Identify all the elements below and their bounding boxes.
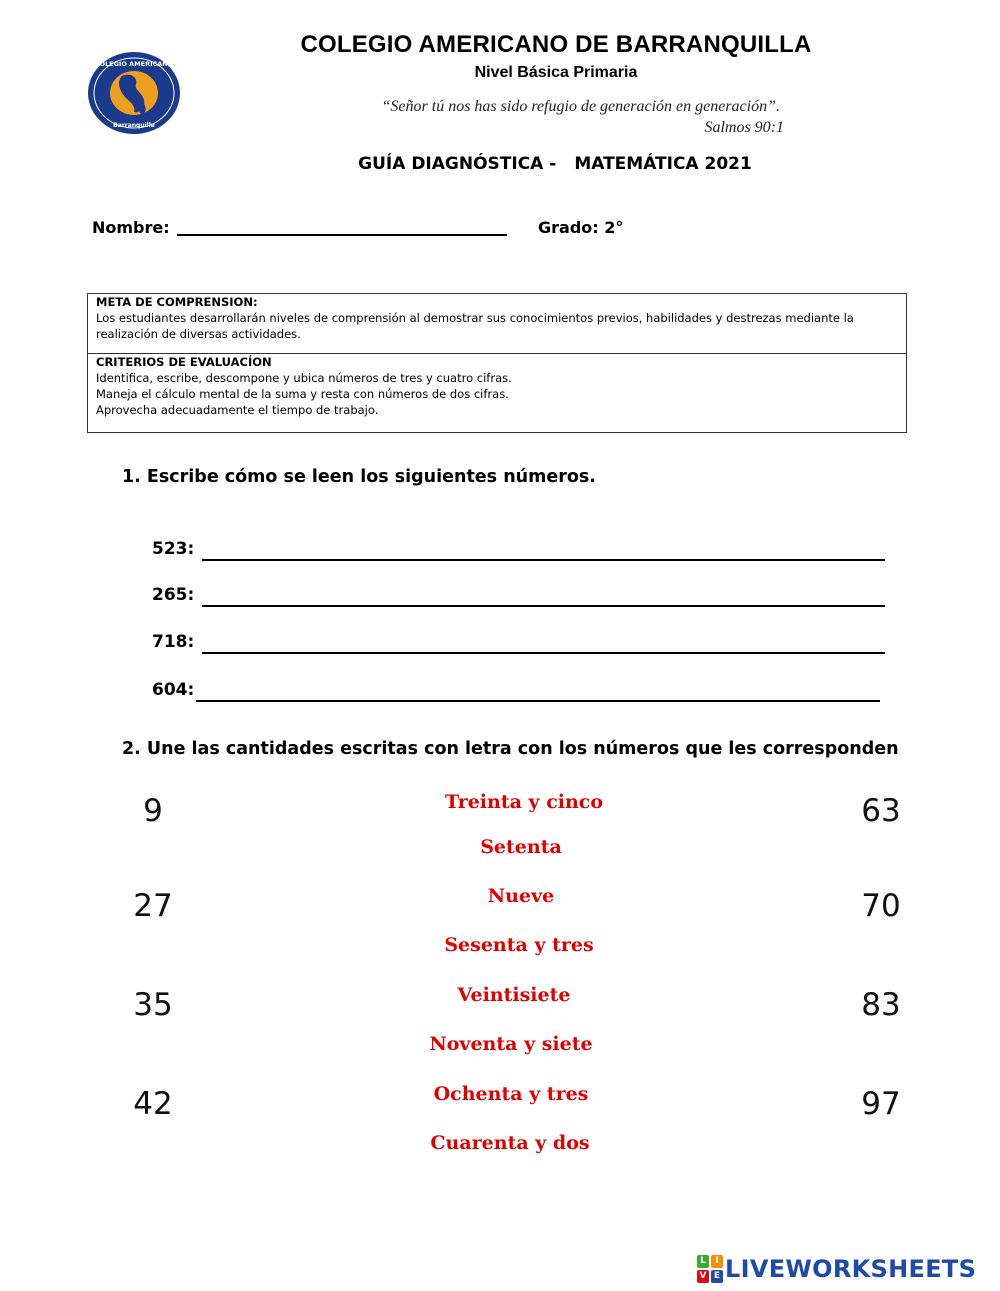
match-right-number[interactable]: 83 <box>861 987 901 1023</box>
answer-input-718[interactable] <box>202 630 885 654</box>
answer-input-265[interactable] <box>202 583 885 607</box>
criteria-heading: CRITERIOS DE EVALUACÍON <box>96 355 272 369</box>
name-label: Nombre: <box>92 218 170 237</box>
logo-text-top: COLEGIO AMERICANO <box>94 60 174 68</box>
name-input[interactable] <box>177 214 507 236</box>
match-left-number[interactable]: 35 <box>133 987 173 1023</box>
brand-letter: E <box>711 1270 723 1283</box>
logo-text-bottom: Barranquilla <box>113 122 155 129</box>
criteria-item: Maneja el cálculo mental de la suma y resta con números de dos cifras. <box>96 387 509 401</box>
match-left-number[interactable]: 27 <box>133 888 173 924</box>
match-right-number[interactable]: 70 <box>861 888 901 924</box>
match-word[interactable]: Noventa y siete <box>429 1033 593 1055</box>
grade-label: Grado: 2° <box>538 218 624 237</box>
criteria-item: Aprovecha adecuadamente el tiempo de trabajo. <box>96 403 379 417</box>
answer-input-523[interactable] <box>202 537 885 561</box>
question-1-title: 1. Escribe cómo se leen los siguientes números. <box>122 467 596 487</box>
liveworksheets-logo-icon <box>697 1255 723 1283</box>
match-word[interactable]: Ochenta y tres <box>433 1083 589 1105</box>
criteria-box-divider <box>87 353 907 354</box>
guide-title <box>330 154 780 174</box>
guide-title-part2: MATEMÁTICA 2021 <box>574 154 752 174</box>
school-level: Nivel Básica Primaria <box>474 64 638 81</box>
meta-text: Los estudiantes desarrollarán niveles de comprensión al demostrar sus conocimientos previos, habilidades y destrezas mediante la realización de diversas actividades. <box>96 311 854 341</box>
verse-reference: Salmos 90:1 <box>704 119 784 136</box>
answer-input-604[interactable] <box>196 678 880 702</box>
school-logo <box>86 50 182 136</box>
match-word[interactable]: Setenta <box>480 836 562 858</box>
number-label-604: 604: <box>152 680 195 700</box>
number-label-265: 265: <box>152 585 195 605</box>
question-2-title: 2. Une las cantidades escritas con letra con los números que les corresponden <box>122 739 899 759</box>
match-word[interactable]: Nueve <box>487 885 555 907</box>
number-label-718: 718: <box>152 632 195 652</box>
match-left-number[interactable]: 42 <box>133 1086 173 1122</box>
brand-letter: L <box>697 1255 709 1268</box>
match-word[interactable]: Treinta y cinco <box>444 791 604 813</box>
match-word[interactable]: Sesenta y tres <box>444 934 594 956</box>
match-left-number[interactable]: 9 <box>143 793 163 829</box>
match-right-number[interactable]: 97 <box>861 1086 901 1122</box>
verse-quote: “Señor tú nos has sido refugio de generación en generación”. <box>381 98 780 115</box>
brand-letter: I <box>711 1255 723 1268</box>
liveworksheets-brand <box>697 1254 976 1284</box>
liveworksheets-text: LIVEWORKSHEETS <box>725 1255 977 1283</box>
match-word[interactable]: Cuarenta y dos <box>430 1132 590 1154</box>
match-right-number[interactable]: 63 <box>861 793 901 829</box>
criteria-item: Identifica, escribe, descompone y ubica números de tres y cuatro cifras. <box>96 371 512 385</box>
meta-heading: META DE COMPRENSION: <box>96 295 258 309</box>
match-word[interactable]: Veintisiete <box>457 984 571 1006</box>
guide-title-part1: GUÍA DIAGNÓSTICA - <box>358 154 557 174</box>
brand-letter: V <box>697 1270 709 1283</box>
school-name: COLEGIO AMERICANO DE BARRANQUILLA <box>300 31 812 58</box>
number-label-523: 523: <box>152 539 195 559</box>
